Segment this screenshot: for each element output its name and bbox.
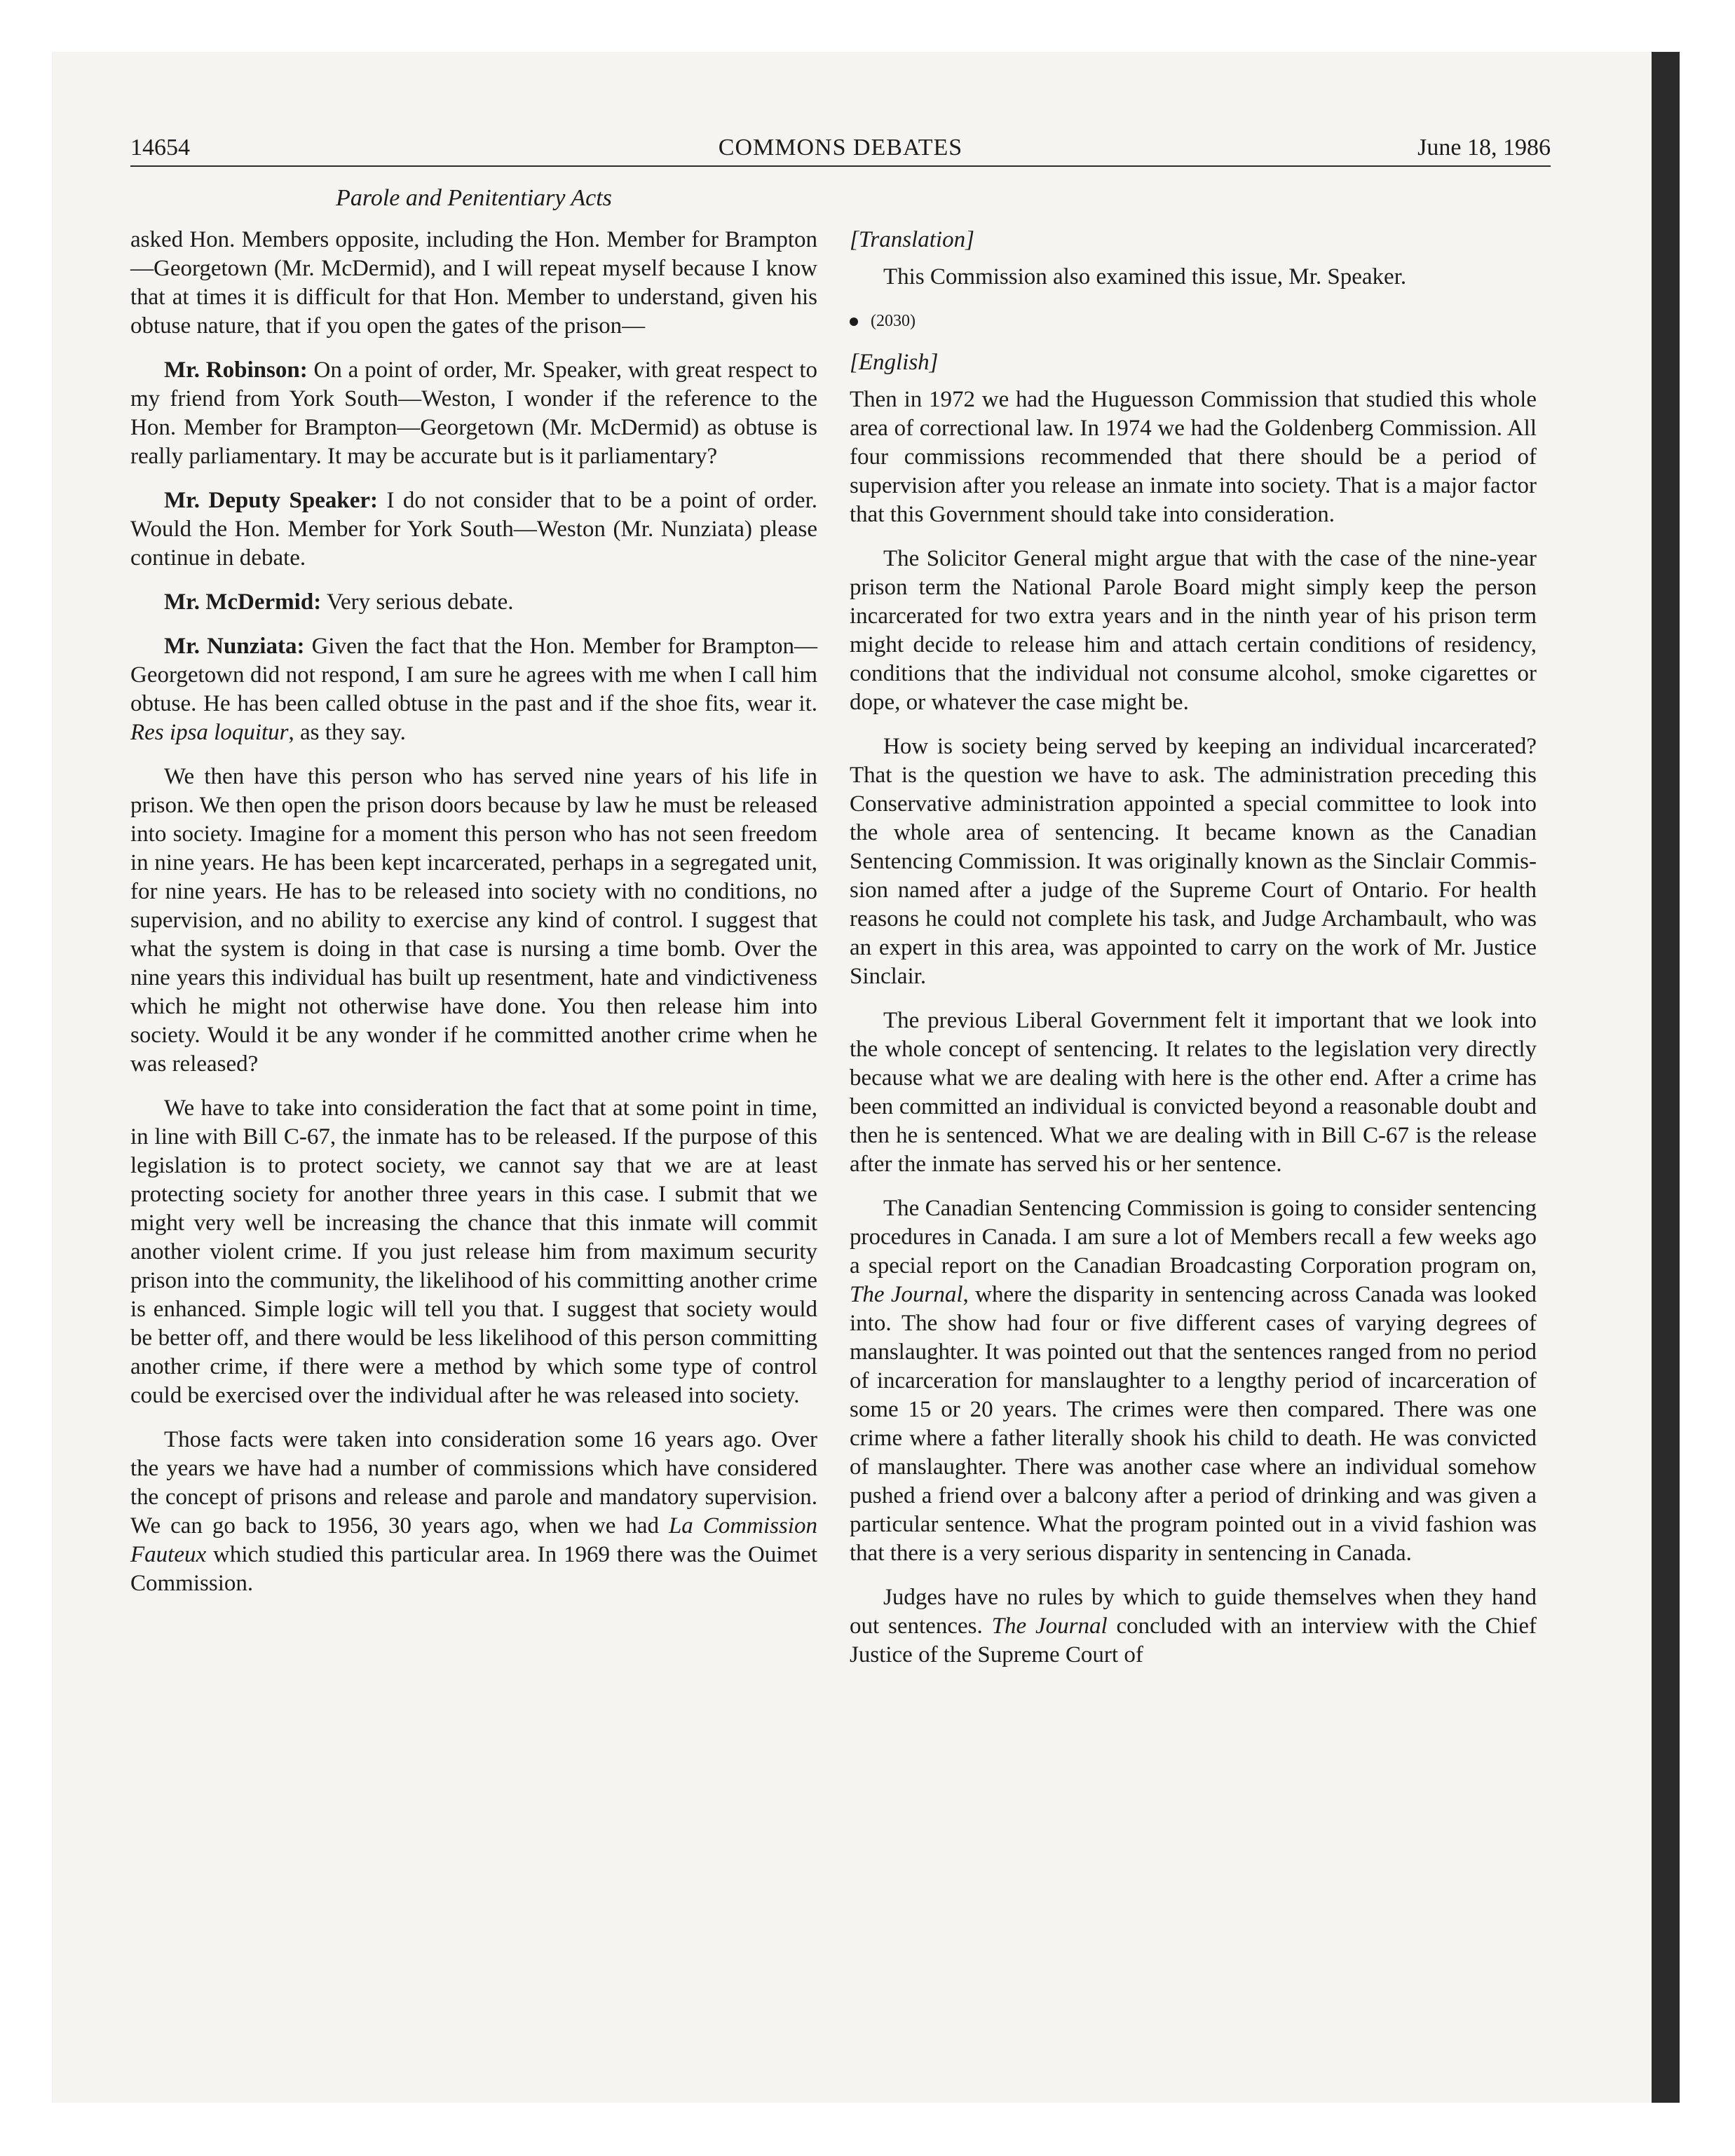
- speech-text: Very serious debate.: [321, 589, 514, 615]
- bullet-icon: [850, 318, 858, 326]
- language-marker: [Translation]: [850, 227, 974, 252]
- time-marker-text: (2030): [871, 312, 916, 330]
- speech-text: I do not consider that to be a point of order. Would the Hon. Member for York South—Weston (Mr. Nunziata) please continue in debate.: [130, 488, 817, 571]
- speaker-name: Mr. Nunziata:: [164, 634, 305, 659]
- paragraph-text: The Canadian Sentencing Commission is going to consider sentencing procedures in Canada. I am sure a lot of Members recall a few weeks ago a special report on the Canadian Broadcasting Corporation program on,: [850, 1196, 1537, 1278]
- speaker-name: Mr. Robinson:: [164, 357, 308, 383]
- commission-name: La Commission Fauteux: [130, 1513, 817, 1567]
- speech-text: , as they say.: [288, 720, 406, 745]
- speaker-name: Mr. Deputy Speaker:: [164, 488, 379, 513]
- paragraph-text: Those facts were taken into consideration some 16 years ago. Over the years we have had a number of commissions which have considered the concept of prisons and release and parole and mandatory supervision. We can go back to 1956, 30 years ago, when we had: [130, 1427, 817, 1538]
- language-marker: [English]: [850, 350, 939, 375]
- left-column: [130, 226, 817, 1613]
- speech-text: Given the fact that the Hon. Member for Brampton—Georgetown did not respond, I am sure he agrees with me when I call him obtuse. He has been called obtuse in the past and if the shoe fits, wear it.: [130, 634, 817, 716]
- running-header: [130, 130, 1551, 165]
- header-date: June 18, 1986: [1417, 135, 1551, 161]
- paragraph: This Commission also examined this issue, Mr. Speaker.: [883, 264, 1407, 289]
- paragraph-text: Judges have no rules by which to guide themselves when they hand out sentences.: [850, 1585, 1537, 1639]
- page-number: 14654: [130, 135, 190, 161]
- paragraph: The Solicitor General might argue that with the case of the nine-year prison term the National Parole Board might simply keep the person incarcerated for two extra years and in the ninth year of his prison term might decide to release him and attach certain conditions of residency, conditions that the individual not consume alcohol, smoke cigarettes or dope, or whatever the case might be.: [850, 546, 1537, 715]
- latin-phrase: Res ipsa loquitur: [130, 720, 289, 745]
- right-column: [850, 226, 1537, 1685]
- paragraph: How is society being served by keeping an individual incarcerated? That is the question we have to ask. The administration preceding this Conservative administration appointed a special committee to look into the whole area of sentencing. It became known as the Canadian Sentencing Commission. It was originally known as the Sinclair Commission named after a judge of the Supreme Court of Ontario. For health reasons he could not complete his task, and Judge Archambault, who was an expert in this area, was appointed to carry on the work of Mr. Justice Sinclair.: [850, 734, 1537, 989]
- speaker-name: Mr. McDermid:: [164, 589, 322, 615]
- paragraph: We then have this person who has served nine years of his life in prison. We then open the prison doors because by law he must be released into society. Imagine for a moment this person who has not seen freedom in nine years. He has been kept incarcerated, perhaps in a segregated unit, for nine years. He has to be released into society with no conditions, no supervision, and no ability to exercise any kind of control. I suggest that what the system is doing in that case is nursing a time bomb. Over the nine years this individual has built up resentment, hate and vindictiveness which he might not otherwise have done. You then release him into society. Would it be any wonder if he committed another crime when he was released?: [130, 764, 817, 1077]
- paragraph: [130, 1426, 817, 1598]
- publication-title: COMMONS DEBATES: [718, 135, 963, 161]
- section-title: Parole and Penitentiary Acts: [336, 185, 612, 211]
- paragraph: We have to take into consideration the fact that at some point in time, in line with Bill C-67, the inmate has to be released. If the purpose of this legislation is to protect society, we cannot say that we are at least protecting society for another three years in this case. I submit that we might very well be increasing the chance that this inmate will commit another violent crime. If you just release him from maximum security prison into the community, the likelihood of his committing another crime is enhanced. Simple logic will tell you that. I suggest that society would be better off, and there would be less likelihood of this person committing another crime, if there were a method by which some type of control could be exercised over the individual after he was released into society.: [130, 1096, 817, 1408]
- time-marker: [850, 307, 1537, 336]
- scan-edge-shadow: [1652, 52, 1680, 2103]
- program-title: The Journal: [850, 1282, 963, 1307]
- paragraph-text: which studied this particular area. In 1969 there was the Ouimet Commission.: [130, 1542, 817, 1596]
- paragraph: [850, 1583, 1537, 1670]
- speech-paragraph: [130, 356, 817, 471]
- speech-paragraph: [130, 632, 817, 747]
- speech-paragraph: [130, 486, 817, 573]
- paragraph: [850, 1194, 1537, 1568]
- speech-text: On a point of order, Mr. Speaker, with great respect to my friend from York South—Weston, I wonder if the reference to the Hon. Member for Brampton—Georgetown (Mr. McDermid) as obtuse is really parliamentary. It may be accurate but is it parliamentary?: [130, 357, 818, 469]
- speech-paragraph: [130, 588, 817, 617]
- program-title: The Journal: [991, 1613, 1108, 1639]
- paragraph: Then in 1972 we had the Huguesson Commission that studied this whole area of correctional law. In 1974 we had the Goldenberg Commission. All four commissions recommended that there should be a period of supervision after you release an inmate into society. That is a major factor that this Government should take into consideration.: [850, 387, 1537, 527]
- paragraph-text: concluded with an interview with the Chief Justice of the Supreme Court of: [850, 1613, 1537, 1667]
- paragraph-text: , where the disparity in sentencing across Canada was looked into. The show had four or five different cases of varying degrees of manslaughter. It was pointed out that the sentences ranged from no period of incarceration for manslaughter to a lengthy period of incarceration of some 15 or 20 years. The crimes were then compared. There was one crime where a father literally shook his child to death. He was convicted of manslaughter. There was another case where an individual somehow pushed a friend over a balcony after a period of drinking and was given a particular sentence. What the program pointed out in a vivid fashion was that there is a very serious disparity in sentencing in Canada.: [850, 1282, 1537, 1566]
- header-rule: [130, 165, 1551, 167]
- paragraph: asked Hon. Members opposite, including the Hon. Member for Brampton—Georgetown (Mr. McDermid), and I will repeat myself because I know that at times it is difficult for that Hon. Member to understand, given his obtuse nature, that if you open the gates of the prison—: [130, 227, 817, 339]
- paragraph: The previous Liberal Government felt it important that we look into the whole concept of sentencing. It relates to the legislation very directly because what we are dealing with here is the other end. After a crime has been committed an individual is convicted beyond a reasonable doubt and then he is sentenced. What we are dealing with in Bill C-67 is the release after the inmate has served his or her sentence.: [850, 1008, 1537, 1177]
